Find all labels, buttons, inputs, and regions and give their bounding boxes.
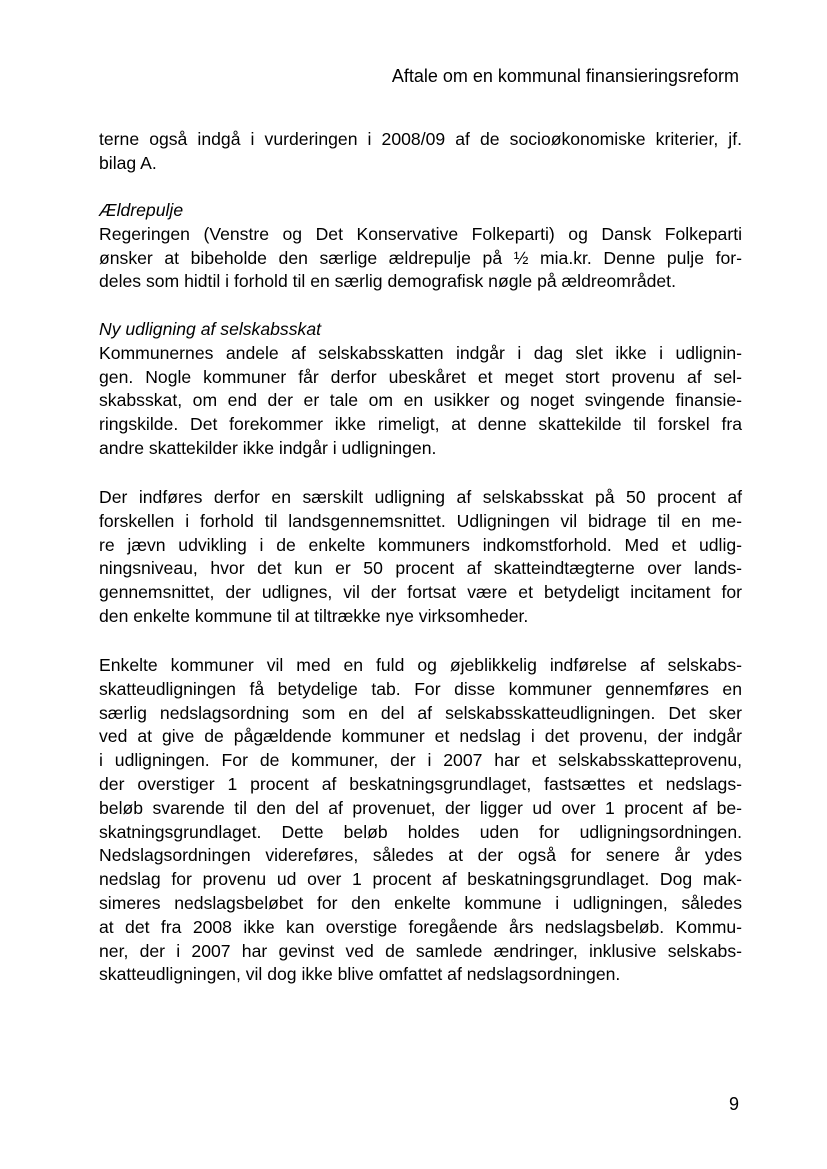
text-line: gennemsnittet, der udlignes, vil der fortsat være et betydeligt incitament for [99, 582, 742, 603]
text-line: simeres nedslagsbeløbet for den enkelte kommune i udligningen, således [99, 892, 742, 913]
text-line: beløb svarende til den del af provenuet, der ligger ud over 1 procent af be- [99, 797, 742, 818]
text-line: ringskilde. Det forekommer ikke rimeligt, at denne skattekilde til forskel fra [99, 414, 742, 435]
text-line: Regeringen (Venstre og Det Konservative Folkeparti) og Dansk Folkeparti [99, 223, 742, 244]
text-line: terne også indgå i vurderingen i 2008/09 af de socioøkonomiske kriterier, jf. [99, 129, 742, 149]
text-line: ønsker at bibeholde den særlige ældrepulje på ½ mia.kr. Denne pulje for- [99, 247, 742, 268]
text-line: ningsniveau, hvor det kun er 50 procent af skatteindtægterne over lands- [99, 558, 742, 579]
page-number: 9 [728, 1094, 739, 1114]
section-heading: Ældrepulje [99, 200, 184, 220]
paragraph [99, 486, 742, 629]
text-line: at det fra 2008 ikke kan overstige foregående års nedslagsbeløb. Kommu- [99, 916, 742, 937]
text-line: skabsskat, om end der er tale om en usikker og noget svingende finansie- [99, 390, 742, 411]
paragraph-continuation [99, 128, 742, 176]
text-line: ner, der i 2007 har gevinst ved de samlede ændringer, inklusive selskabs- [99, 940, 742, 961]
section-aeldrepulje [99, 199, 742, 294]
text-line: der overstiger 1 procent af beskatningsgrundlaget, fastsættes et nedslags- [99, 773, 742, 794]
text-line: deles som hidtil i forhold til en særlig demografisk nøgle på ældreområdet. [99, 271, 676, 292]
text-line: bilag A. [99, 152, 157, 173]
text-line: forskellen i forhold til landsgennemsnittet. Udligningen vil bidrage til en me- [99, 510, 742, 531]
text-line: andre skattekilder ikke indgår i udligningen. [99, 437, 437, 458]
text-line: Nedslagsordningen videreføres, således at der også for senere år ydes [99, 845, 742, 866]
text-line: i udligningen. For de kommuner, der i 2007 har et selskabsskatteprovenu, [99, 750, 742, 771]
text-line: ved at give de pågældende kommuner et nedslag i det provenu, der indgår [99, 726, 742, 747]
text-line: skatteudligningen få betydelige tab. For disse kommuner gennemføres en [99, 678, 742, 699]
text-line: skatteudligningen, vil dog ikke blive omfattet af nedslagsordningen. [99, 964, 621, 985]
section-selskabsskat [99, 318, 742, 461]
running-header: Aftale om en kommunal finansieringsreform [391, 66, 739, 86]
text-line: gen. Nogle kommuner får derfor ubeskåret et meget stort provenu af sel- [99, 366, 742, 387]
section-heading: Ny udligning af selskabsskat [99, 319, 321, 339]
text-line: den enkelte kommune til at tiltrække nye virksomheder. [99, 605, 529, 626]
text-line: særlig nedslagsordning som en del af selskabsskatteudligningen. Det sker [99, 702, 742, 723]
text-line: nedslag for provenu ud over 1 procent af beskatningsgrundlaget. Dog mak- [99, 869, 742, 890]
text-line: Der indføres derfor en særskilt udligning af selskabsskat på 50 procent af [99, 487, 742, 507]
text-line: skatningsgrundlaget. Dette beløb holdes uden for udligningsordningen. [99, 821, 742, 842]
text-line: re jævn udvikling i de enkelte kommuners indkomstforhold. Med et udlig- [99, 534, 742, 555]
text-line: Enkelte kommuner vil med en fuld og øjeblikkelig indførelse af selskabs- [99, 655, 742, 675]
paragraph [99, 654, 742, 987]
text-line: Kommunernes andele af selskabsskatten indgår i dag slet ikke i udlignin- [99, 342, 742, 363]
